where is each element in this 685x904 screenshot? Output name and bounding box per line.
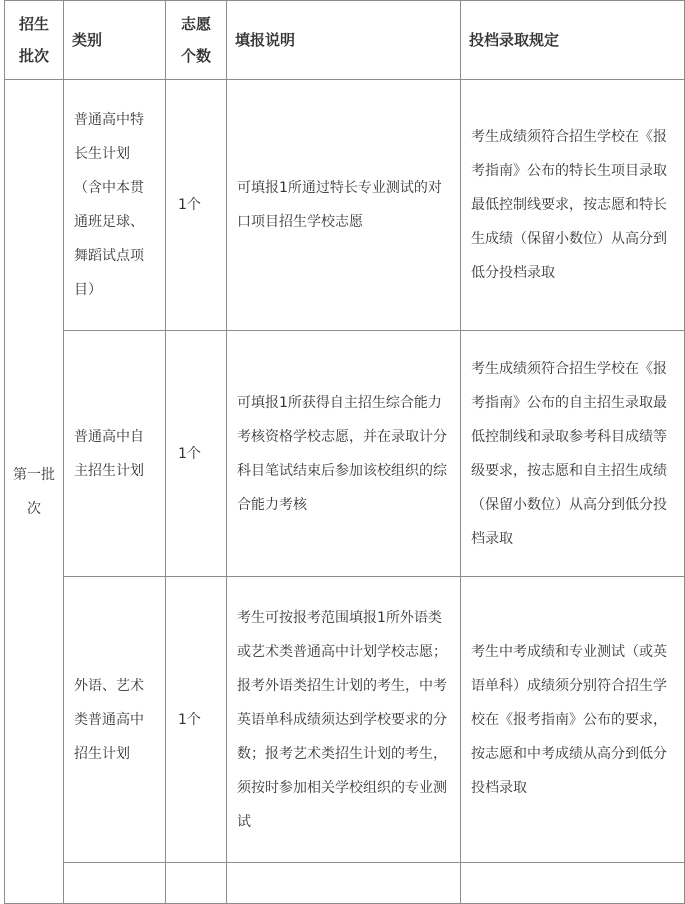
- rules-cell: 考生中考成绩和专业测试（或英语单科）成绩须分别符合招生学校在《报考指南》公布的要求，按志愿和中考成绩从高分到低分投档录取: [461, 577, 685, 863]
- table-row: [5, 80, 685, 331]
- instructions-cell: 可填报1所获得自主招生综合能力考核资格学校志愿，并在录取计分科目笔试结束后参加该校组织的综合能力考核: [227, 331, 461, 577]
- instructions-cell: 考生可按报考范围填报1所外语类或艺术类普通高中计划学校志愿；报考外语类招生计划的考生，中考英语单科成绩须达到学校要求的分数；报考艺术类招生计划的考生，须按时参加相关学校组织的专业测试: [227, 577, 461, 863]
- header-rules: 投档录取规定: [461, 1, 685, 80]
- header-count: 志愿个数: [166, 1, 227, 80]
- category-cell-empty: [64, 863, 166, 904]
- rules-cell: 考生成绩须符合招生学校在《报考指南》公布的特长生项目录取最低控制线要求，按志愿和特长生成绩（保留小数位）从高分到低分投档录取: [461, 80, 685, 331]
- instructions-cell: 可填报1所通过特长专业测试的对口项目招生学校志愿: [227, 80, 461, 331]
- count-cell: 1个: [166, 577, 227, 863]
- table-row: [5, 331, 685, 577]
- header-instructions: 填报说明: [227, 1, 461, 80]
- table-row: [5, 577, 685, 863]
- header-category: 类别: [64, 1, 166, 80]
- instructions-cell-empty: [227, 863, 461, 904]
- rules-cell: 考生成绩须符合招生学校在《报考指南》公布的自主招生录取最低控制线和录取参考科目成绩等级要求，按志愿和自主招生成绩（保留小数位）从高分到低分投档录取: [461, 331, 685, 577]
- category-cell: 普通高中自主招生计划: [64, 331, 166, 577]
- batch-cell: 第一批次: [5, 80, 64, 904]
- category-cell: 普通高中特长生计划（含中本贯通班足球、舞蹈试点项目）: [64, 80, 166, 331]
- category-cell: 外语、艺术类普通高中招生计划: [64, 577, 166, 863]
- table-row-partial: [5, 863, 685, 904]
- count-cell: 1个: [166, 80, 227, 331]
- count-cell-empty: [166, 863, 227, 904]
- rules-cell-empty: [461, 863, 685, 904]
- header-batch: 招生批次: [5, 1, 64, 80]
- header-row: [5, 1, 685, 80]
- admission-rules-table: [4, 0, 685, 904]
- count-cell: 1个: [166, 331, 227, 577]
